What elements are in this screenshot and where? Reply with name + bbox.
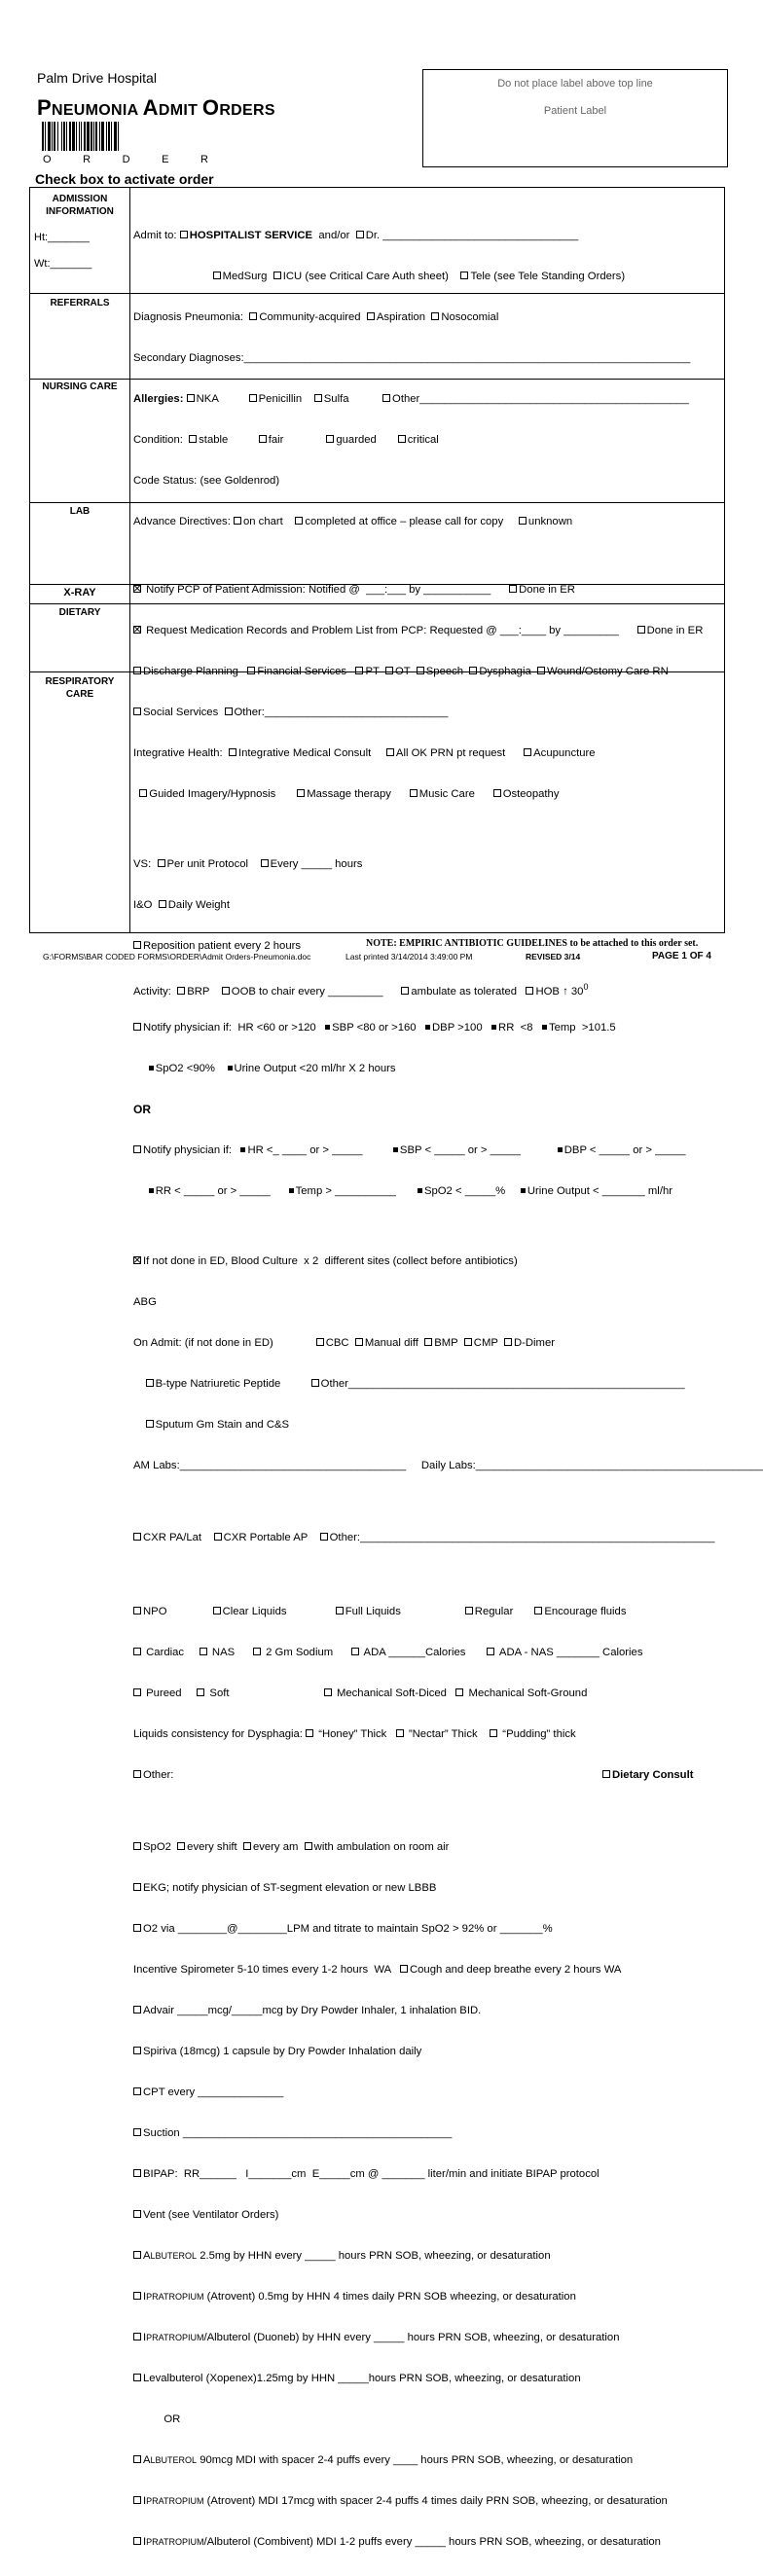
combivent-row: IPRATROPIUM/Albuterol (Combivent) MDI 1-2 puffs every _____ hours PRN SOB, wheezing, or desaturation: [133, 2535, 721, 2549]
reposition-row: Reposition patient every 2 hours: [133, 939, 721, 953]
sodium-checkbox[interactable]: [253, 1648, 261, 1655]
cxr-pa-lat-checkbox[interactable]: [133, 1533, 141, 1541]
section-admission: ADMISSION INFORMATION: [46, 194, 114, 217]
section-respiratory: RESPIRATORY CARE: [45, 676, 115, 700]
o2-checkbox[interactable]: [133, 1924, 141, 1932]
diet-row-3: Pureed Soft Mechanical Soft-Diced Mechanical Soft-Ground: [133, 1687, 721, 1700]
last-printed: Last printed 3/14/2014 3:49:00 PM: [345, 952, 473, 961]
mech-soft-ground-checkbox[interactable]: [455, 1688, 463, 1696]
vent-checkbox[interactable]: [133, 2210, 141, 2218]
page-number: PAGE 1 OF 4: [652, 951, 711, 961]
spo2-checkbox[interactable]: [133, 1842, 141, 1850]
per-unit-protocol-checkbox[interactable]: [158, 859, 165, 867]
duoneb-checkbox[interactable]: [133, 2333, 141, 2340]
notify-vitals-row: Notify physician if: HR <60 or >120 SBP <80 or >160 DBP >100 RR <8 Temp >101.5: [133, 1021, 721, 1034]
check-box-instruction: Check box to activate order: [35, 171, 214, 187]
stable-checkbox[interactable]: [189, 435, 197, 443]
referral-other-checkbox[interactable]: [225, 707, 233, 715]
regular-checkbox[interactable]: [465, 1607, 473, 1615]
hospital-name: Palm Drive Hospital: [37, 70, 157, 86]
dietary-consult-checkbox[interactable]: [602, 1770, 610, 1778]
activity-row: Activity: BRP OOB to chair every _________ ambulate as tolerated HOB ↑ $30^0$: [133, 982, 589, 998]
integrative-options-row: Guided Imagery/Hypnosis Massage therapy Music Care Osteopathy: [133, 787, 721, 801]
guided-imagery-checkbox[interactable]: [139, 789, 147, 797]
hob-checkbox[interactable]: [526, 987, 533, 995]
io-row: I&O Daily Weight: [133, 899, 230, 911]
advance-directives-row: Advance Directives: on chart completed at office – please call for copy unknown: [133, 516, 573, 527]
or-label: OR: [133, 1103, 151, 1116]
section-dietary: DIETARY: [58, 607, 101, 618]
condition-row: Condition: stable fair guarded critical: [133, 434, 439, 446]
hospitalist-checkbox[interactable]: [180, 231, 188, 238]
guarded-checkbox[interactable]: [326, 435, 334, 443]
daily-weight-checkbox[interactable]: [159, 900, 166, 908]
revised: REVISED 3/14: [526, 952, 581, 961]
tele-checkbox[interactable]: [460, 272, 468, 279]
nka-checkbox[interactable]: [187, 394, 195, 402]
on-chart-checkbox[interactable]: [234, 517, 241, 525]
weight-field[interactable]: Wt:_______: [34, 258, 92, 270]
unit-row: MedSurg ICU (see Critical Care Auth sheet) Tele (see Tele Standing Orders): [133, 270, 721, 283]
done-er-checkbox-1[interactable]: [509, 585, 517, 593]
section-xray: X-RAY: [63, 587, 96, 599]
ipratropium-hhn-row: IPRATROPIUM (Atrovent) 0.5mg by HHN 4 times daily PRN SOB wheezing, or desaturation: [133, 2290, 721, 2304]
duoneb-row: IPRATROPIUM/Albuterol (Duoneb) by HHN every _____ hours PRN SOB, wheezing, or desaturation: [133, 2331, 721, 2344]
social-services-row: Social Services Other:______________________________: [133, 706, 721, 719]
levalbuterol-row: Levalbuterol (Xopenex)1.25mg by HHN _____hours PRN SOB, wheezing, or desaturation: [133, 2372, 721, 2385]
advair-checkbox[interactable]: [133, 2006, 141, 2014]
secondary-diagnoses-row[interactable]: Secondary Diagnoses:_________________________________________________________________________: [133, 352, 691, 364]
ambulate-checkbox[interactable]: [401, 987, 409, 995]
vent-row: Vent (see Ventilator Orders): [133, 2208, 721, 2222]
section-lab: LAB: [69, 506, 91, 517]
page-title: PNEUMONIA ADMIT ORDERS: [37, 95, 275, 120]
acupuncture-checkbox[interactable]: [524, 748, 531, 756]
allergies-row: Allergies: NKA Penicillin Sulfa Other____________________________________________: [133, 393, 689, 405]
atrovent-mdi-row: IPRATROPIUM (Atrovent) MDI 17mcg with spacer 2-4 puffs 4 times daily PRN SOB, wheezing, or desaturation: [133, 2494, 721, 2508]
with-ambulation-checkbox[interactable]: [305, 1842, 312, 1850]
music-care-checkbox[interactable]: [410, 789, 418, 797]
sputum-checkbox[interactable]: [146, 1420, 154, 1428]
section-nursing: NURSING CARE: [42, 381, 118, 392]
ot-checkbox[interactable]: [385, 667, 393, 674]
diet-row-2: Cardiac NAS 2 Gm Sodium ADA ______Calories ADA - NAS _______ Calories: [133, 1646, 721, 1659]
speech-checkbox[interactable]: [417, 667, 424, 674]
vs-row: VS: Per unit Protocol Every _____ hours: [133, 858, 363, 870]
spiriva-row: Spiriva (18mcg) 1 capsule by Dry Powder Inhalation daily: [133, 2045, 721, 2058]
notify-standard-checkbox[interactable]: [133, 1023, 141, 1031]
ada-checkbox[interactable]: [351, 1648, 359, 1655]
done-er-checkbox-2[interactable]: [637, 626, 645, 634]
mech-soft-diced-checkbox[interactable]: [324, 1688, 332, 1696]
code-status-row: Code Status: (see Goldenrod): [133, 475, 280, 487]
encourage-fluids-checkbox[interactable]: [534, 1607, 542, 1615]
notify-custom-row: Notify physician if: HR <_ ____ or > _____ SBP < _____ or > _____ DBP < _____ or > _____: [133, 1143, 721, 1157]
social-services-checkbox[interactable]: [133, 707, 141, 715]
notify-custom-row-2: RR < _____ or > _____ Temp > __________ SpO2 < _____% Urine Output < _______ ml/hr: [133, 1184, 721, 1198]
height-field[interactable]: Ht:_______: [34, 232, 90, 243]
osteopathy-checkbox[interactable]: [493, 789, 501, 797]
albuterol-mdi-row: ALBUTEROL 90mcg MDI with spacer 2-4 puffs every ____ hours PRN SOB, wheezing, or desaturation: [133, 2453, 721, 2467]
d-dimer-checkbox[interactable]: [504, 1338, 512, 1346]
bipap-row: BIPAP: RR______ I_______cm E_____cm @ _______ liter/min and initiate BIPAP protocol: [133, 2167, 721, 2181]
albuterol-hhn-checkbox[interactable]: [133, 2251, 141, 2259]
pt-checkbox[interactable]: [355, 667, 363, 674]
cough-deep-breathe-checkbox[interactable]: [400, 1965, 408, 1973]
patient-label-box[interactable]: [422, 69, 728, 167]
full-liquids-checkbox[interactable]: [336, 1607, 344, 1615]
vs-every-checkbox[interactable]: [261, 859, 269, 867]
cpt-row: CPT every ______________: [133, 2086, 721, 2099]
nas-checkbox[interactable]: [200, 1648, 207, 1655]
massage-checkbox[interactable]: [297, 789, 305, 797]
levalbuterol-checkbox[interactable]: [133, 2374, 141, 2381]
sulfa-checkbox[interactable]: [314, 394, 322, 402]
all-ok-prn-checkbox[interactable]: [386, 748, 394, 756]
integrative-consult-checkbox[interactable]: [229, 748, 236, 756]
xray-row: CXR PA/Lat CXR Portable AP Other:__________________________________________________________: [133, 1531, 721, 1544]
suction-checkbox[interactable]: [133, 2128, 141, 2136]
honey-thick-checkbox[interactable]: [306, 1729, 313, 1737]
icu-checkbox[interactable]: [273, 272, 281, 279]
admit-to-row: Admit to: HOSPITALIST SERVICE and/or Dr. ________________________________: [133, 230, 579, 241]
bmp-checkbox[interactable]: [424, 1338, 432, 1346]
community-checkbox[interactable]: [249, 312, 257, 320]
request-records-row: Request Medication Records and Problem List from PCP: Requested @ ___:____ by _________ Done in ER: [133, 624, 721, 637]
nosocomial-checkbox[interactable]: [431, 312, 439, 320]
every-shift-checkbox[interactable]: [177, 1842, 185, 1850]
arrow-up-icon: ↑: [563, 985, 568, 998]
diet-other-checkbox[interactable]: [133, 1770, 141, 1778]
blood-culture-row: If not done in ED, Blood Culture x 2 different sites (collect before antibiotics): [133, 1254, 721, 1268]
diet-row-1: NPO Clear Liquids Full Liquids Regular Encourage fluids: [133, 1605, 721, 1618]
nectar-thick-checkbox[interactable]: [396, 1729, 404, 1737]
abg-row: ABG: [133, 1296, 157, 1308]
sputum-row: Sputum Gm Stain and C&S: [133, 1418, 721, 1432]
every-am-checkbox[interactable]: [243, 1842, 251, 1850]
orders-content: [133, 188, 763, 2576]
cxr-portable-checkbox[interactable]: [214, 1533, 222, 1541]
antibiotic-note: NOTE: EMPIRIC ANTIBIOTIC GUIDELINES to be attached to this order set.: [366, 938, 699, 949]
bipap-checkbox[interactable]: [133, 2169, 141, 2177]
barcode-caption: O R D E R: [43, 154, 208, 165]
blood-culture-checkbox[interactable]: [133, 1256, 141, 1264]
wound-care-checkbox[interactable]: [537, 667, 545, 674]
financial-services-checkbox[interactable]: [247, 667, 255, 674]
spiriva-checkbox[interactable]: [133, 2047, 141, 2054]
diet-other-row: Other: Dietary Consult: [133, 1768, 721, 1782]
brp-checkbox[interactable]: [177, 987, 185, 995]
xray-other-checkbox[interactable]: [320, 1533, 328, 1541]
notify-vitals-row-2: SpO2 <90% Urine Output <20 ml/hr X 2 hours: [133, 1062, 721, 1075]
on-admit-row: On Admit: (if not done in ED) CBC Manual diff BMP CMP D-Dimer: [133, 1337, 556, 1349]
ekg-checkbox[interactable]: [133, 1883, 141, 1891]
completed-office-checkbox[interactable]: [295, 517, 303, 525]
diagnosis-row: Diagnosis Pneumonia: Community-acquired Aspiration Nosocomial: [133, 311, 499, 323]
ipratropium-hhn-checkbox[interactable]: [133, 2292, 141, 2300]
albuterol-hhn-row: ALBUTEROL 2.5mg by HHN every _____ hours PRN SOB, wheezing, or desaturation: [133, 2249, 721, 2263]
file-path: G:\FORMS\BAR CODED FORMS\ORDER\Admit Orders-Pneumonia.doc: [43, 952, 311, 961]
atrovent-mdi-checkbox[interactable]: [133, 2496, 141, 2504]
cpt-checkbox[interactable]: [133, 2087, 141, 2095]
fair-checkbox[interactable]: [259, 435, 267, 443]
aspiration-checkbox[interactable]: [367, 312, 375, 320]
ada-nas-checkbox[interactable]: [487, 1648, 494, 1655]
pudding-thick-checkbox[interactable]: [490, 1729, 497, 1737]
incentive-row: Incentive Spirometer 5-10 times every 1-2 hours WA Cough and deep breathe every 2 hours WA: [133, 1964, 622, 1976]
dysphagia-liquids-row: Liquids consistency for Dysphagia: “Honey” Thick ”Nectar” Thick “Pudding” thick: [133, 1728, 576, 1740]
o2-row: O2 via ________@________LPM and titrate to maintain SpO2 > 92% or _______%: [133, 1922, 721, 1936]
clear-liquids-checkbox[interactable]: [213, 1607, 221, 1615]
integrative-health-row: Integrative Health: Integrative Medical Consult All OK PRN pt request Acupuncture: [133, 747, 596, 759]
manual-diff-checkbox[interactable]: [355, 1338, 363, 1346]
allergy-other-checkbox[interactable]: [382, 394, 390, 402]
dysphagia-checkbox[interactable]: [469, 667, 477, 674]
notify-pcp-checkbox[interactable]: [133, 585, 141, 593]
cardiac-checkbox[interactable]: [133, 1648, 141, 1655]
critical-checkbox[interactable]: [398, 435, 406, 443]
spo2-row: SpO2 every shift every am with ambulation on room air: [133, 1840, 721, 1854]
unknown-checkbox[interactable]: [519, 517, 527, 525]
patient-label: Patient Label: [543, 105, 607, 117]
suction-row: Suction ____________________________________________: [133, 2126, 721, 2140]
bnp-row: B-type Natriuretic Peptide Other_______________________________________________________: [133, 1377, 721, 1391]
label-note: Do not place label above top line: [497, 78, 653, 90]
or-label-2: OR: [133, 2413, 181, 2425]
soft-checkbox[interactable]: [197, 1688, 204, 1696]
lab-other-checkbox[interactable]: [311, 1379, 319, 1387]
penicillin-checkbox[interactable]: [249, 394, 257, 402]
bnp-checkbox[interactable]: [146, 1379, 154, 1387]
am-labs-row[interactable]: AM Labs:_____________________________________ Daily Labs:_______________________________________________: [133, 1460, 763, 1471]
albuterol-mdi-checkbox[interactable]: [133, 2455, 141, 2463]
medsurg-checkbox[interactable]: [213, 272, 221, 279]
notify-pcp-row: Notify PCP of Patient Admission: Notified @ ___:___ by ___________ Done in ER: [133, 583, 721, 597]
npo-checkbox[interactable]: [133, 1607, 141, 1615]
reposition-checkbox[interactable]: [133, 941, 141, 949]
services-row: Discharge Planning Financial Services PT OT Speech Dysphagia Wound/Ostomy Care RN: [133, 665, 721, 678]
combivent-checkbox[interactable]: [133, 2537, 141, 2545]
notify-custom-checkbox[interactable]: [133, 1145, 141, 1153]
dr-checkbox[interactable]: [356, 231, 364, 238]
pureed-checkbox[interactable]: [133, 1688, 141, 1696]
discharge-planning-checkbox[interactable]: [133, 667, 141, 674]
barcode: [42, 122, 203, 151]
oob-checkbox[interactable]: [222, 987, 230, 995]
section-referrals: REFERRALS: [50, 298, 110, 308]
advair-row: Advair _____mcg/_____mcg by Dry Powder Inhaler, 1 inhalation BID.: [133, 2004, 721, 2017]
ekg-row: EKG; notify physician of ST-segment elevation or new LBBB: [133, 1881, 721, 1895]
cmp-checkbox[interactable]: [464, 1338, 472, 1346]
request-records-checkbox[interactable]: [133, 626, 141, 634]
cbc-checkbox[interactable]: [316, 1338, 324, 1346]
